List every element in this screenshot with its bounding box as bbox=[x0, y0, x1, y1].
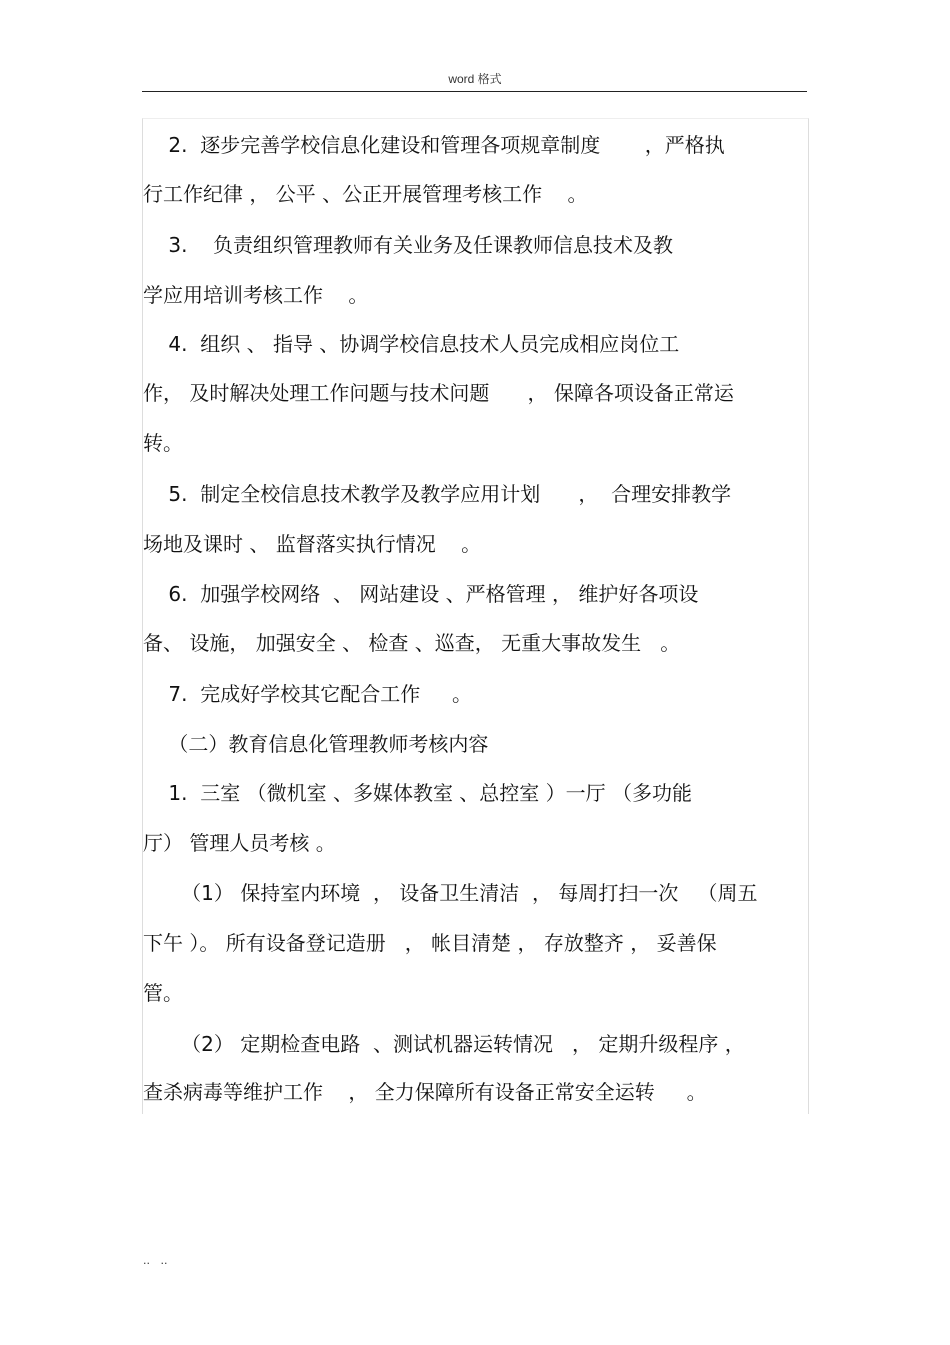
body-line-4: 学应用培训考核工作 。 bbox=[143, 283, 369, 307]
body-line-18: 管。 bbox=[143, 981, 183, 1005]
body-line-7: 转。 bbox=[143, 431, 183, 455]
document-body-frame bbox=[142, 118, 809, 1114]
body-line-9: 场地及课时 、 监督落实执行情况 。 bbox=[143, 532, 482, 556]
body-line-20: 查杀病毒等维护工作 ， 全力保障所有设备正常安全运转 。 bbox=[143, 1080, 707, 1104]
body-line-16: （1） 保持室内环境 ， 设备卫生清洁 ， 每周打扫一次 （周五 bbox=[143, 881, 758, 905]
body-line-5: 4. 组织 、 指导 、协调学校信息技术人员完成相应岗位工 bbox=[143, 332, 680, 356]
body-line-14: 1. 三室 （微机室 、多媒体教室 、总控室 ）一厅 （多功能 bbox=[143, 781, 693, 805]
body-line-2: 行工作纪律 ， 公平 、公正开展管理考核工作 。 bbox=[143, 182, 588, 206]
body-line-15: 厅） 管理人员考核 。 bbox=[143, 831, 336, 855]
body-line-3: 3. 负责组织管理教师有关业务及任课教师信息技术及教 bbox=[143, 233, 673, 257]
page-footer-marks: .. .. bbox=[143, 1254, 168, 1267]
body-line-1: 2. 逐步完善学校信息化建设和管理各项规章制度 ，严格执 bbox=[143, 133, 725, 157]
body-line-19: （2） 定期检查电路 、测试机器运转情况 ， 定期升级程序 ， bbox=[143, 1032, 745, 1056]
body-line-11: 备、 设施， 加强安全 、 检查 、巡查， 无重大事故发生 。 bbox=[143, 631, 681, 655]
body-line-8: 5. 制定全校信息技术教学及教学应用计划 ， 合理安排教学 bbox=[143, 482, 732, 506]
section-heading: （二）教育信息化管理教师考核内容 bbox=[143, 732, 489, 756]
header-divider bbox=[142, 91, 807, 92]
body-line-10: 6. 加强学校网络 、 网站建设 、严格管理 ， 维护好各项设 bbox=[143, 582, 699, 606]
body-line-12: 7. 完成好学校其它配合工作 。 bbox=[143, 682, 473, 706]
body-line-17: 下午 ）。 所有设备登记造册 ， 帐目清楚 ， 存放整齐 ， 妥善保 bbox=[143, 931, 717, 955]
page-header-title: word 格式 bbox=[448, 72, 502, 86]
body-line-6: 作， 及时解决处理工作问题与技术问题 ， 保障各项设备正常运 bbox=[143, 381, 734, 405]
